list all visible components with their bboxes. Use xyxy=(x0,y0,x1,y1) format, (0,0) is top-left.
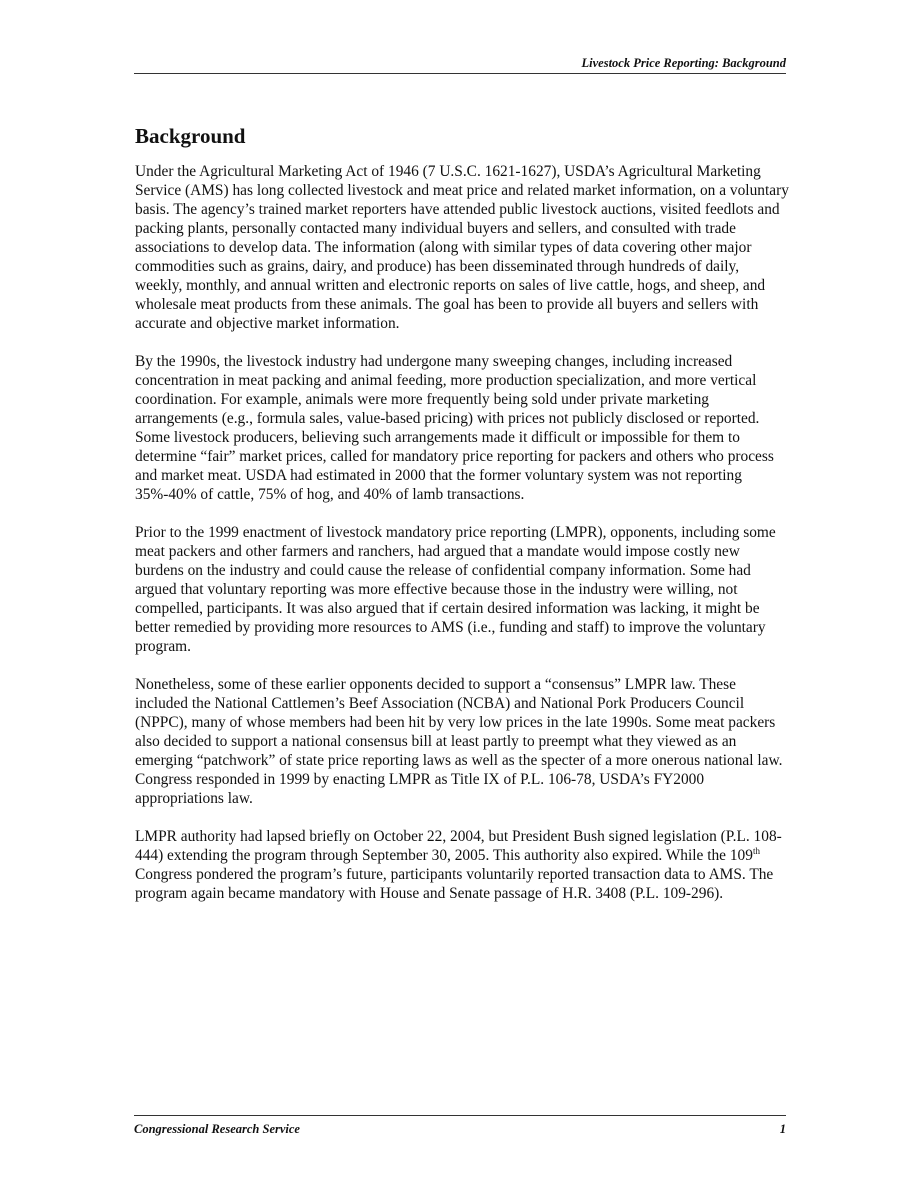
page-number: 1 xyxy=(779,1122,786,1136)
paragraph-4: Nonetheless, some of these earlier opponents decided to support a “consensus” LMPR law. These included the National Cattlemen’s Beef Association (NCBA) and National Pork Producers Council (NPPC), many of whose members had been hit by very low prices in the late 1990s. Some meat packers also decided to support a national consensus bill at least partly to preempt what they viewed as an emerging “patchwork” of state price reporting laws as well as the specter of a more onerous national law. Congress responded in 1999 by enacting LMPR as Title IX of P.L. 106-78, USDA’s FY2000 appropriations law. xyxy=(135,676,783,807)
footer-source: Congressional Research Service xyxy=(134,1122,300,1136)
ordinal-superscript: th xyxy=(752,845,760,856)
paragraph-3: Prior to the 1999 enactment of livestock mandatory price reporting (LMPR), opponents, including some meat packers and other farmers and ranchers, had argued that a mandate would impose costly new burdens on the industry and could cause the release of confidential company information. Some had argued that voluntary reporting was more effective because those in the industry were willing, not compelled, participants. It was also argued that if certain desired information was lacking, it might be better remedied by providing more resources to AMS (i.e., funding and staff) to improve the voluntary program. xyxy=(135,524,776,655)
page-body xyxy=(135,122,790,922)
paragraph-5 xyxy=(135,827,790,903)
paragraph-5-text-a: LMPR authority had lapsed briefly on October 22, 2004, but President Bush signed legislation (P.L. 108-444) extending the program through September 30, 2005. This authority also expired. While the 109 xyxy=(135,828,782,864)
running-header-title: Livestock Price Reporting: Background xyxy=(581,56,786,70)
running-header xyxy=(134,55,786,74)
paragraph-2: By the 1990s, the livestock industry had undergone many sweeping changes, including increased concentration in meat packing and animal feeding, more production specialization, and more vertical coordination. For example, animals were more frequently being sold under private marketing arrangements (e.g., formula sales, value-based pricing) with prices not publicly disclosed or reported. Some livestock producers, believing such arrangements made it difficult or impossible for them to determine “fair” market prices, called for mandatory price reporting for packers and others who process and market meat. USDA had estimated in 2000 that the former voluntary system was not reporting 35%-40% of cattle, 75% of hog, and 40% of lamb transactions. xyxy=(135,353,774,503)
paragraph-1: Under the Agricultural Marketing Act of 1946 (7 U.S.C. 1621-1627), USDA’s Agricultural Marketing Service (AMS) has long collected livestock and meat price and related market information, on a voluntary basis. The agency’s trained market reporters have attended public livestock auctions, visited feedlots and packing plants, personally contacted many individual buyers and sellers, and consulted with trade associations to develop data. The information (along with similar types of data covering other major commodities such as grains, dairy, and produce) has been disseminated through hundreds of daily, weekly, monthly, and annual written and electronic reports on sales of live cattle, hogs, and sheep, and wholesale meat products from these animals. The goal has been to provide all buyers and sellers with accurate and objective market information. xyxy=(135,163,789,332)
section-heading: Background xyxy=(135,124,246,148)
paragraph-5-text-b: Congress pondered the program’s future, participants voluntarily reported transaction data to AMS. The program again became mandatory with House and Senate passage of H.R. 3408 (P.L. 109-296). xyxy=(135,866,774,902)
page-footer xyxy=(134,1115,786,1137)
